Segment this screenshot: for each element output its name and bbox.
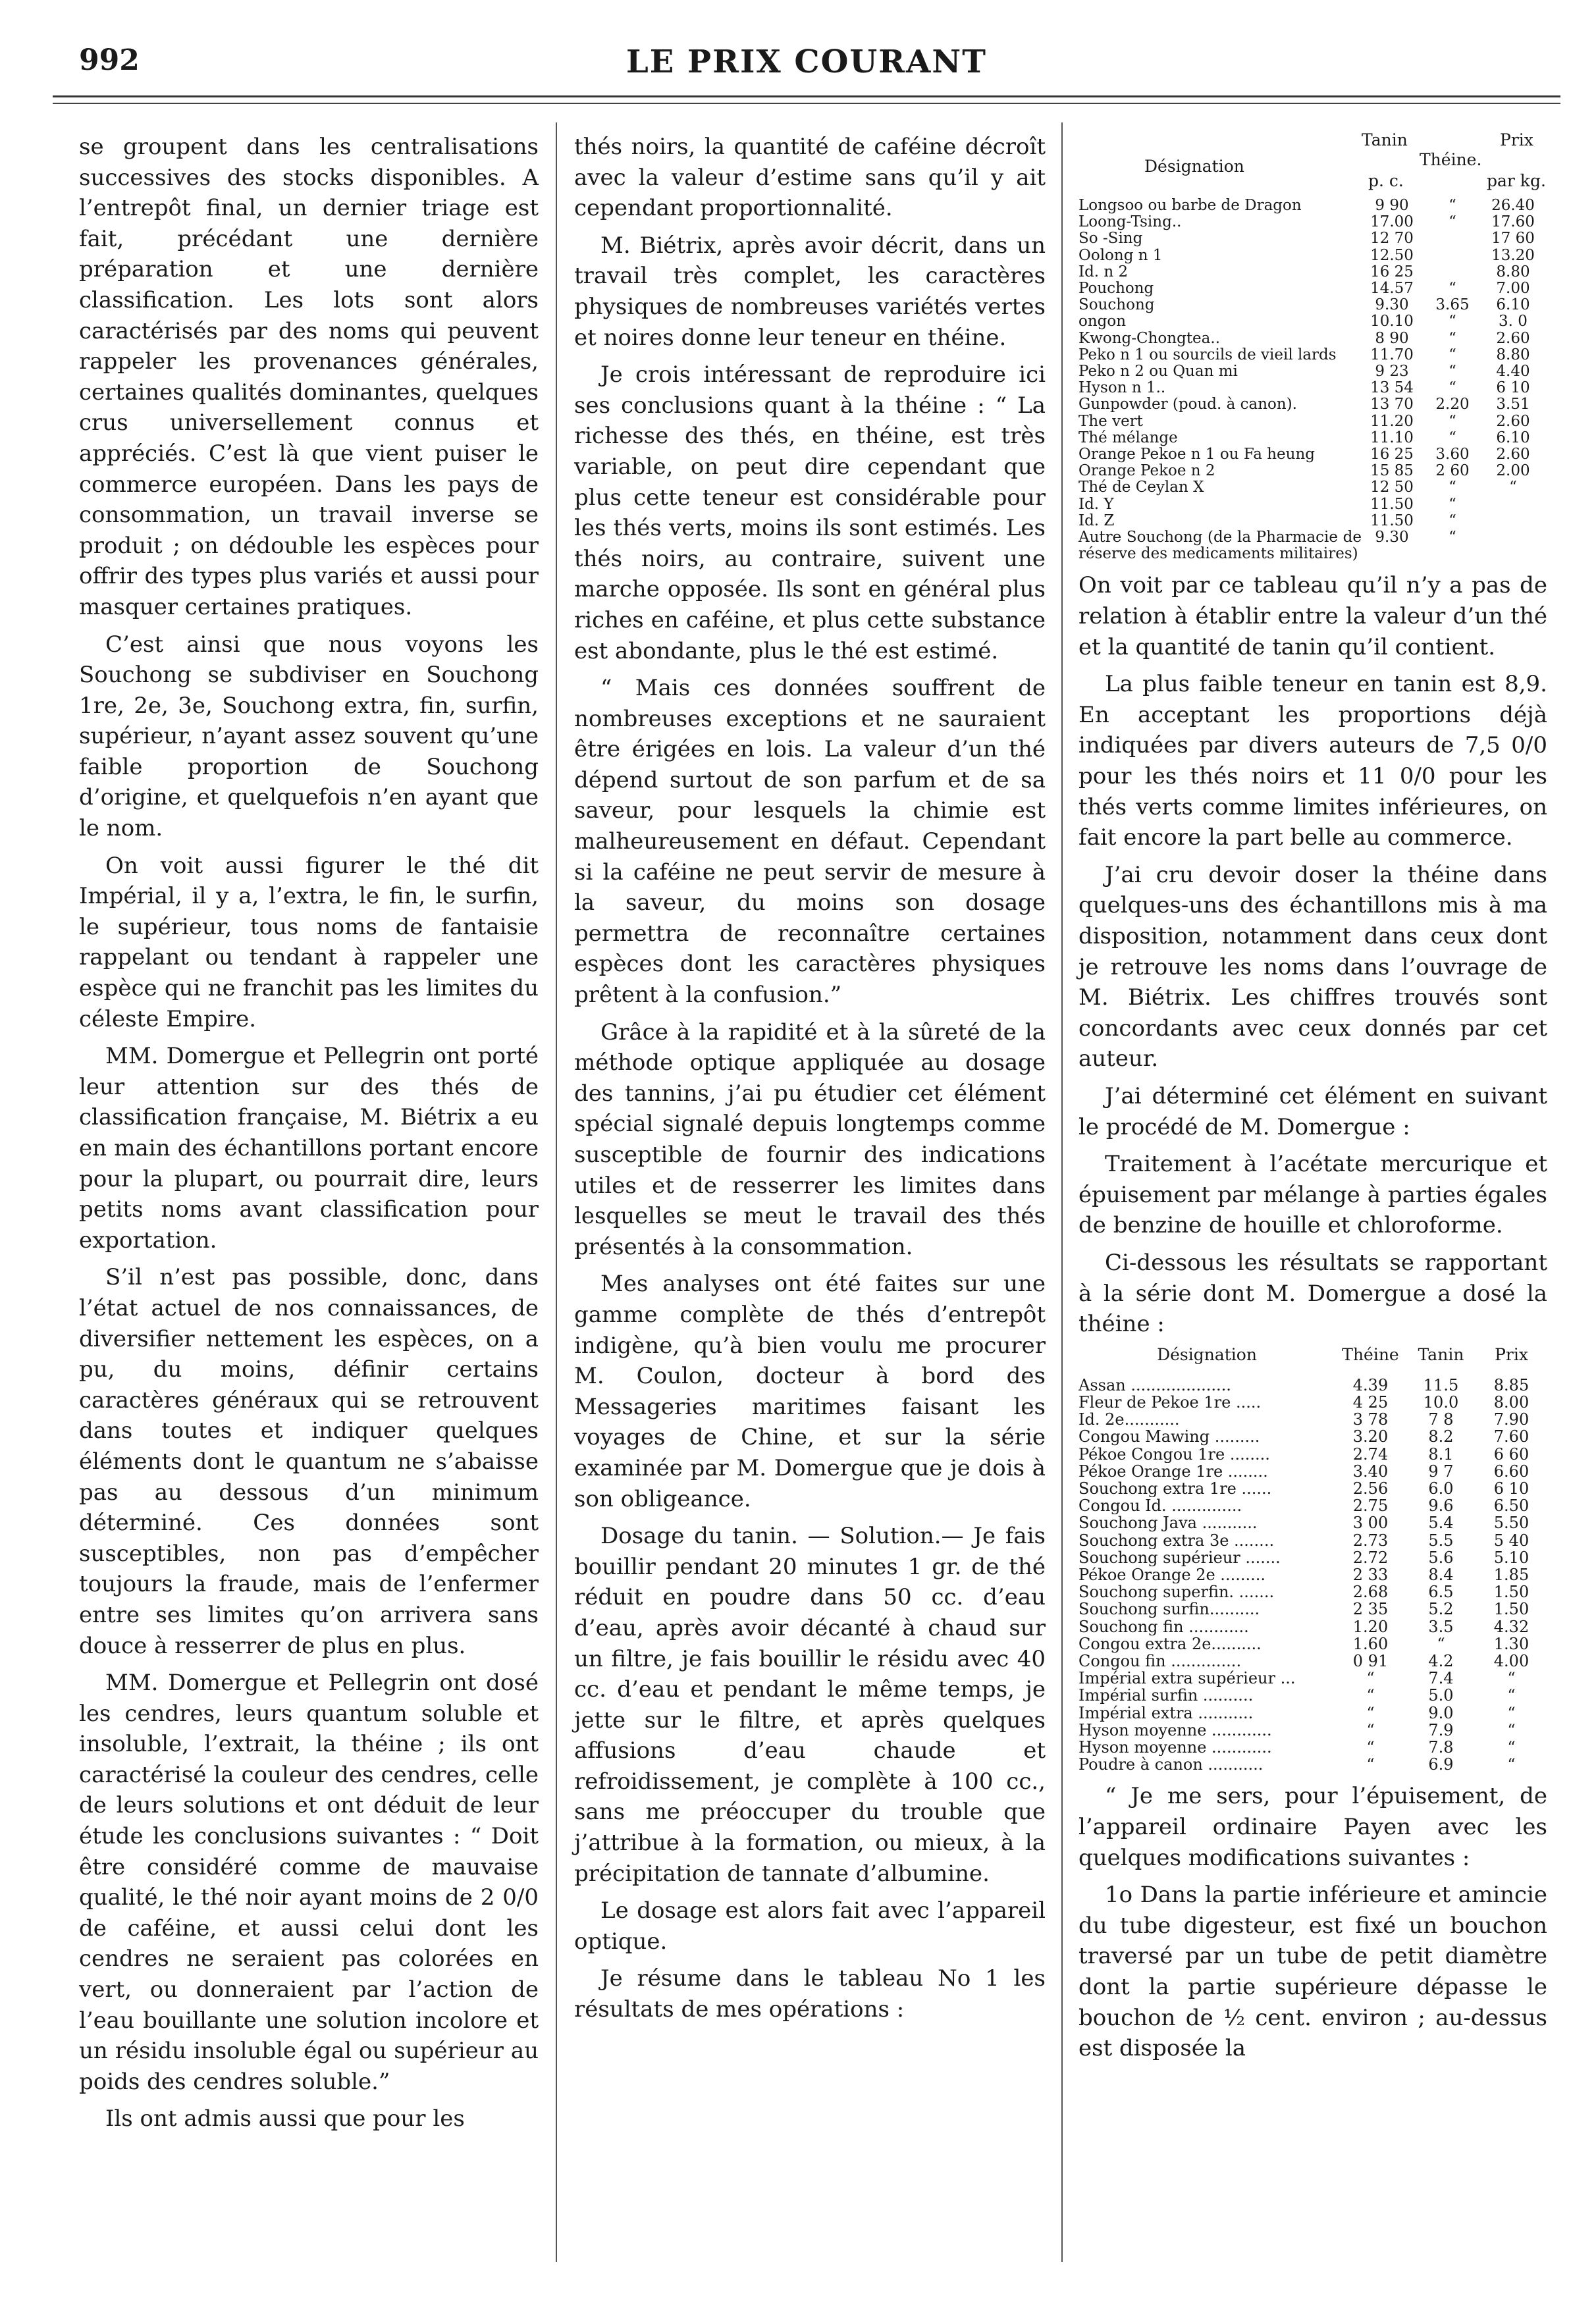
cell-designation: Peko n 2 ou Quan mi bbox=[1078, 363, 1238, 381]
paragraph: On voit par ce tableau qu’il n’y a pas de relation à établir entre la valeur d’un thé et la quantité de tanin qu’il contient. bbox=[1078, 572, 1547, 660]
page-number: 992 bbox=[79, 43, 140, 77]
paragraph: C’est ainsi que nous voyons les Souchong se subdiviser en Souchong 1re, 2e, 3e, Souchong extra, fin, surfin, supérieur, n’ayant assez souvent qu’une faible proportion de Souchong d’origine, et quelquefois n’en ayant que le nom. bbox=[79, 631, 539, 842]
cell-tanin: 17.00 bbox=[1370, 213, 1414, 231]
cell-tanin: 6.9 bbox=[1428, 1755, 1454, 1774]
column-header-prix: Prix bbox=[1500, 130, 1533, 149]
cell-prix bbox=[1483, 529, 1543, 562]
cell-designation: Congou extra 2e.......... bbox=[1078, 1635, 1262, 1653]
cell-prix: 5 40 bbox=[1493, 1531, 1530, 1550]
table-row bbox=[1078, 479, 1547, 496]
cell-prix: 2.60 bbox=[1496, 446, 1530, 463]
cell-designation: Souchong superfin. ....... bbox=[1078, 1583, 1275, 1601]
cell-theine: 2.75 bbox=[1352, 1496, 1389, 1516]
tannin-table bbox=[1078, 132, 1547, 562]
cell-designation: Id. Z bbox=[1078, 512, 1115, 529]
cell-designation: Souchong surfin.......... bbox=[1078, 1601, 1260, 1618]
cell-designation: Souchong Java ........... bbox=[1078, 1514, 1258, 1532]
paragraph: Le dosage est alors fait avec l’appareil optique. bbox=[574, 1897, 1046, 1955]
cell-tanin: 9.30 bbox=[1375, 529, 1409, 546]
paragraph: thés noirs, la quantité de caféine décroît avec la valeur d’estime sans qu’il y ait cependant proportionnalité. bbox=[574, 134, 1046, 222]
cell-theine: 1.60 bbox=[1352, 1634, 1389, 1653]
cell-prix: 6.10 bbox=[1496, 429, 1530, 446]
cell-theine: 3.60 bbox=[1435, 446, 1470, 463]
column-header-designation: Désignation bbox=[1144, 157, 1244, 176]
cell-prix: “ bbox=[1507, 1755, 1516, 1774]
table-header bbox=[1078, 1346, 1547, 1377]
cell-tanin: 5.4 bbox=[1428, 1514, 1454, 1533]
cell-designation: Gunpowder (poud. à canon). bbox=[1078, 396, 1297, 413]
cell-prix: “ bbox=[1507, 1720, 1516, 1739]
cell-theine: 2 33 bbox=[1352, 1565, 1389, 1584]
cell-designation: Loong-Tsing.. bbox=[1078, 214, 1182, 231]
cell-theine: “ bbox=[1449, 429, 1456, 446]
column-header-prix: Prix bbox=[1495, 1344, 1528, 1364]
paragraph: J’ai cru devoir doser la théine dans quelques-uns des échantillons mis à ma disposition, notamment dans ceux dont je retrouve les noms dans l’ouvrage de M. Biétrix. Les chiffres trouvés sont concordants avec ceux donnés par cet auteur. bbox=[1078, 861, 1547, 1072]
cell-prix: 6 10 bbox=[1493, 1479, 1530, 1498]
cell-theine bbox=[1422, 248, 1483, 264]
cell-theine: “ bbox=[1366, 1755, 1375, 1774]
cell-tanin: 14.57 bbox=[1370, 280, 1414, 298]
cell-tanin: 9 90 bbox=[1375, 197, 1409, 214]
cell-prix: 13.20 bbox=[1491, 246, 1535, 264]
table-row bbox=[1078, 363, 1547, 380]
cell-prix: “ bbox=[1507, 1703, 1516, 1722]
cell-prix: 3.51 bbox=[1496, 396, 1530, 413]
cell-tanin: 12 50 bbox=[1370, 479, 1414, 496]
header-rule-secondary bbox=[53, 103, 1560, 104]
cell-prix: 17.60 bbox=[1491, 213, 1535, 231]
cell-designation: Pékoe Orange 2e ......... bbox=[1078, 1566, 1265, 1584]
cell-theine: “ bbox=[1366, 1720, 1375, 1739]
cell-theine: “ bbox=[1366, 1703, 1375, 1722]
cell-prix: 6.60 bbox=[1493, 1462, 1530, 1481]
table-row bbox=[1078, 1446, 1547, 1463]
cell-tanin: 12.50 bbox=[1370, 246, 1414, 264]
cell-prix: 2.60 bbox=[1496, 329, 1530, 347]
cell-theine: 2.20 bbox=[1435, 396, 1470, 413]
table-row bbox=[1078, 413, 1547, 430]
table-row bbox=[1078, 446, 1547, 463]
table-row bbox=[1078, 1497, 1547, 1514]
cell-designation: Longsoo ou barbe de Dragon bbox=[1078, 198, 1302, 214]
cell-designation: Thé de Ceylan X bbox=[1078, 479, 1204, 496]
cell-designation: Fleur de Pekoe 1re ..... bbox=[1078, 1393, 1262, 1412]
cell-prix: 17 60 bbox=[1491, 230, 1535, 248]
text-column-1 bbox=[79, 132, 539, 2141]
paragraph: “ Je me sers, pour l’épuisement, de l’appareil ordinaire Payen avec les quelques modifications suivantes : bbox=[1078, 1783, 1547, 1871]
cell-tanin: 11.10 bbox=[1370, 429, 1414, 446]
cell-prix: 2.60 bbox=[1496, 412, 1530, 430]
table-row bbox=[1078, 1722, 1547, 1739]
cell-tanin: 3.5 bbox=[1428, 1617, 1454, 1636]
cell-prix: 4.00 bbox=[1493, 1651, 1530, 1670]
cell-designation: Souchong bbox=[1078, 297, 1155, 314]
cell-prix: 1.50 bbox=[1493, 1583, 1530, 1602]
paragraph: La plus faible teneur en tanin est 8,9. En acceptant les proportions déjà indiquées par divers auteurs de 7,5 0/0 pour les thés noirs et 11 0/0 pour les thés verts comme limites inférieures, on fait encore la part belle au commerce. bbox=[1078, 671, 1547, 851]
cell-prix: “ bbox=[1509, 479, 1517, 496]
column-header-theine: Théine. bbox=[1420, 150, 1482, 169]
table-row bbox=[1078, 1601, 1547, 1618]
cell-theine: “ bbox=[1449, 379, 1456, 397]
cell-tanin: “ bbox=[1437, 1634, 1445, 1653]
table-row bbox=[1078, 280, 1547, 297]
cell-theine: 3.40 bbox=[1352, 1462, 1389, 1481]
cell-designation: Pékoe Orange 1re ........ bbox=[1078, 1462, 1268, 1480]
cell-tanin: 7.8 bbox=[1428, 1737, 1454, 1757]
cell-tanin: 6.5 bbox=[1428, 1583, 1454, 1602]
cell-theine: 1.20 bbox=[1352, 1617, 1389, 1636]
cell-designation: Impérial extra supérieur ... bbox=[1078, 1670, 1296, 1687]
paragraph: MM. Domergue et Pellegrin ont porté leur attention sur des thés de classification française, M. Biétrix a eu en main des échantillons portant encore pour la plupart, ou pourrait dire, leurs petits noms avant classification pour exportation. bbox=[79, 1043, 539, 1254]
cell-prix: 26.40 bbox=[1491, 197, 1535, 214]
cell-tanin: 9 7 bbox=[1428, 1462, 1454, 1481]
table-row bbox=[1078, 1428, 1547, 1445]
cell-designation: Congou Id. .............. bbox=[1078, 1497, 1242, 1515]
cell-designation: Orange Pekoe n 1 ou Fa heung bbox=[1078, 446, 1316, 463]
cell-theine: 2.56 bbox=[1352, 1479, 1389, 1498]
cell-prix: 7.00 bbox=[1496, 280, 1530, 298]
cell-theine: “ bbox=[1449, 479, 1456, 496]
cell-theine: 2 60 bbox=[1435, 462, 1470, 480]
table-row bbox=[1078, 380, 1547, 396]
column-header-tanin: Tanin bbox=[1362, 130, 1408, 149]
cell-theine: “ bbox=[1449, 213, 1456, 231]
table-row bbox=[1078, 1635, 1547, 1653]
cell-tanin: 13 54 bbox=[1370, 379, 1414, 397]
cell-designation: Impérial surfin .......... bbox=[1078, 1687, 1254, 1705]
table-row bbox=[1078, 1549, 1547, 1566]
cell-tanin: 11.50 bbox=[1370, 512, 1414, 529]
cell-prix: 1.30 bbox=[1493, 1634, 1530, 1653]
cell-prix: 4.40 bbox=[1496, 363, 1530, 381]
cell-theine bbox=[1422, 264, 1483, 280]
theine-table bbox=[1078, 1346, 1547, 1774]
cell-designation: Souchong supérieur ....... bbox=[1078, 1549, 1281, 1566]
cell-tanin: 7.4 bbox=[1428, 1669, 1454, 1688]
cell-tanin: 8 90 bbox=[1375, 329, 1409, 347]
table-row bbox=[1078, 230, 1547, 247]
cell-tanin: 9.6 bbox=[1428, 1496, 1454, 1516]
cell-designation: ongon bbox=[1078, 313, 1127, 331]
cell-prix: 1.50 bbox=[1493, 1600, 1530, 1619]
table-row bbox=[1078, 1618, 1547, 1635]
table-body bbox=[1078, 1377, 1547, 1774]
table-row bbox=[1078, 513, 1547, 529]
paragraph: MM. Domergue et Pellegrin ont dosé les cendres, leurs quantum soluble et insoluble, l’extrait, la théine ; ils ont caractérisé la couleur des cendres, celle de leurs solutions et ont déduit de leur étude les conclusions suivantes : “ Doit être considéré comme de mauvaise qualité, le thé noir ayant moins de 2 0/0 de caféine, et aussi celui dont les cendres ne seraient pas colorées en vert, ou donneraient par l’action de l’eau bouillante une solution incolore et un résidu insoluble égal ou supérieur au poids des cendres soluble.” bbox=[79, 1670, 539, 2095]
cell-tanin: 9.30 bbox=[1375, 296, 1409, 314]
cell-designation: Pouchong bbox=[1078, 280, 1154, 298]
paragraph: se groupent dans les centralisations successives des stocks disponibles. A l’entrepôt final, un dernier triage est fait, précédant une dernière préparation et une dernière classification. Les lots sont alors caractérisés par des noms qui peuvent rappeler les provenances générales, certaines qualités dominantes, quelques crus universellement connus et appréciés. C’est là que vient puiser le commerce européen. Dans les pays de consommation, un travail inverse se produit ; on dédouble les espèces pour offrir des types plus variés et aussi pour masquer certaines pratiques. bbox=[79, 134, 539, 620]
column-divider bbox=[556, 122, 557, 2262]
cell-designation: Souchong fin ............ bbox=[1078, 1618, 1249, 1635]
cell-tanin: 16 25 bbox=[1370, 446, 1414, 463]
table-row bbox=[1078, 198, 1547, 214]
cell-tanin: 9.0 bbox=[1428, 1703, 1454, 1722]
table-row bbox=[1078, 1653, 1547, 1670]
table-row bbox=[1078, 264, 1547, 280]
table-row bbox=[1078, 529, 1547, 562]
table-row bbox=[1078, 430, 1547, 446]
text-column-2 bbox=[574, 132, 1046, 2032]
cell-theine: 2 35 bbox=[1352, 1600, 1389, 1619]
paragraph: 1o Dans la partie inférieure et amincie du tube digesteur, est fixé un bouchon traversé par un tube de petit diamètre dont la partie supérieure dépasse le bouchon de ½ cent. environ ; au-dessus est disposée la bbox=[1078, 1882, 1547, 2062]
cell-designation: Peko n 1 ou sourcils de vieil lards bbox=[1078, 346, 1337, 363]
cell-theine: 2.68 bbox=[1352, 1583, 1389, 1602]
cell-designation: Souchong extra 1re ...... bbox=[1078, 1479, 1272, 1498]
column-divider bbox=[1061, 122, 1063, 2262]
table-body bbox=[1078, 198, 1547, 562]
header-rule bbox=[53, 95, 1560, 97]
cell-theine: “ bbox=[1366, 1737, 1375, 1757]
table-row bbox=[1078, 496, 1547, 513]
cell-prix: “ bbox=[1507, 1686, 1516, 1705]
table-row bbox=[1078, 396, 1547, 413]
table-row bbox=[1078, 1463, 1547, 1480]
cell-theine: “ bbox=[1449, 329, 1456, 347]
cell-tanin: 15 85 bbox=[1370, 462, 1414, 480]
cell-theine: 2.72 bbox=[1352, 1548, 1389, 1567]
paragraph: M. Biétrix, après avoir décrit, dans un travail très complet, les caractères physiques de nombreuses variétés vertes et noires donne leur teneur en théine. bbox=[574, 232, 1046, 351]
cell-designation: Hyson n 1.. bbox=[1078, 380, 1166, 397]
cell-tanin: 10.0 bbox=[1423, 1392, 1459, 1412]
cell-theine: 2.74 bbox=[1352, 1444, 1389, 1464]
cell-designation: Id. 2e........... bbox=[1078, 1411, 1180, 1429]
cell-designation: Thé mélange bbox=[1078, 429, 1178, 446]
cell-designation: Hyson moyenne ............ bbox=[1078, 1738, 1272, 1757]
paragraph: Je résume dans le tableau No 1 les résultats de mes opérations : bbox=[574, 1965, 1046, 2023]
table-row bbox=[1078, 1377, 1547, 1394]
cell-designation: Souchong extra 3e ........ bbox=[1078, 1531, 1275, 1549]
table-row bbox=[1078, 1514, 1547, 1531]
cell-designation: Congou Mawing ......... bbox=[1078, 1428, 1260, 1446]
table-row bbox=[1078, 1532, 1547, 1549]
cell-theine bbox=[1422, 230, 1483, 247]
cell-theine: 2.73 bbox=[1352, 1531, 1389, 1550]
cell-prix: “ bbox=[1507, 1737, 1516, 1757]
column-header-tanin: Tanin bbox=[1418, 1344, 1464, 1364]
cell-tanin: 8.2 bbox=[1428, 1427, 1454, 1446]
cell-theine: 4.39 bbox=[1352, 1375, 1389, 1394]
cell-tanin: 10.10 bbox=[1370, 313, 1414, 331]
table-row bbox=[1078, 1480, 1547, 1497]
table-row bbox=[1078, 1705, 1547, 1722]
paragraph: Ils ont admis aussi que pour les bbox=[105, 2105, 465, 2132]
cell-tanin: 11.5 bbox=[1423, 1375, 1459, 1394]
cell-tanin: 4.2 bbox=[1428, 1651, 1454, 1670]
cell-theine: 3.20 bbox=[1352, 1427, 1389, 1446]
cell-theine: “ bbox=[1366, 1686, 1375, 1705]
table-row bbox=[1078, 1756, 1547, 1773]
text-column-3 bbox=[1078, 132, 1547, 2071]
cell-prix: 7.60 bbox=[1493, 1427, 1530, 1446]
cell-theine: “ bbox=[1449, 529, 1456, 546]
cell-designation: Pékoe Congou 1re ........ bbox=[1078, 1445, 1270, 1463]
cell-designation: Autre Souchong (de la Pharmacie de réserve des medicaments militaires) bbox=[1078, 529, 1362, 563]
cell-prix: 8.85 bbox=[1493, 1375, 1530, 1394]
cell-prix: 7.90 bbox=[1493, 1410, 1530, 1429]
table-row bbox=[1078, 1566, 1547, 1583]
paragraph: J’ai déterminé cet élément en suivant le procédé de M. Domergue : bbox=[1078, 1082, 1547, 1140]
table-row bbox=[1078, 1687, 1547, 1704]
paragraph: Ci-dessous les résultats se rapportant à la série dont M. Domergue a dosé la théine : bbox=[1078, 1249, 1547, 1338]
cell-prix: 5.50 bbox=[1493, 1514, 1530, 1533]
cell-prix: 3. 0 bbox=[1499, 313, 1528, 331]
cell-theine: “ bbox=[1449, 363, 1456, 381]
table-row bbox=[1078, 1394, 1547, 1411]
cell-tanin: 5.0 bbox=[1428, 1686, 1454, 1705]
cell-theine: “ bbox=[1449, 313, 1456, 331]
table-row bbox=[1078, 214, 1547, 230]
cell-prix: 8.00 bbox=[1493, 1392, 1530, 1412]
cell-prix: 2.00 bbox=[1496, 462, 1530, 480]
cell-theine: “ bbox=[1449, 346, 1456, 363]
cell-tanin: 16 25 bbox=[1370, 263, 1414, 280]
cell-tanin: 7 8 bbox=[1428, 1410, 1454, 1429]
cell-theine: 0 91 bbox=[1352, 1651, 1389, 1670]
paragraph: Dosage du tanin. — Solution.— Je fais bouillir pendant 20 minutes 1 gr. de thé réduit en poudre dans 50 cc. d’eau d’eau, après avoir décanté à chaud sur un filtre, je fais bouillir le résidu avec 40 cc. d’eau et pendant le même temps, je jette sur le filtre, et après quelques affusions d’eau chaude et refroidissement, je complète à 100 cc., sans me préoccuper du trouble que j’attribue à la formation, ou mieux, à la précipitation de tannate d’albumine. bbox=[574, 1523, 1046, 1887]
page-header bbox=[53, 43, 1560, 90]
cell-tanin: 13 70 bbox=[1370, 396, 1414, 413]
paragraph: “ Mais ces données souffrent de nombreuses exceptions et ne sauraient être érigées en lois. La valeur d’un thé dépend surtout de son parfum et de sa saveur, pour lesquels la chimie est malheureusement en défaut. Cependant si la caféine ne peut servir de mesure à la saveur, du moins son dosage permettra de reconnaître certaines espèces dont les caractères physiques prêtent à la confusion.” bbox=[574, 675, 1046, 1009]
table-row bbox=[1078, 313, 1547, 330]
cell-designation: Hyson moyenne ............ bbox=[1078, 1721, 1272, 1739]
cell-theine: “ bbox=[1449, 512, 1456, 529]
table-header bbox=[1078, 132, 1547, 198]
table-row bbox=[1078, 463, 1547, 479]
cell-designation: Assan .................... bbox=[1078, 1376, 1231, 1394]
table-row bbox=[1078, 297, 1547, 313]
cell-tanin: 5.2 bbox=[1428, 1600, 1454, 1619]
cell-designation: Oolong n 1 bbox=[1078, 247, 1163, 264]
table-row bbox=[1078, 1411, 1547, 1428]
cell-prix: 8.80 bbox=[1496, 346, 1530, 363]
table-row bbox=[1078, 1670, 1547, 1687]
cell-prix: “ bbox=[1507, 1669, 1516, 1688]
column-header-designation: Désignation bbox=[1157, 1344, 1257, 1364]
cell-tanin: 9 23 bbox=[1375, 363, 1409, 381]
cell-tanin: 8.1 bbox=[1428, 1444, 1454, 1464]
paragraph: On voit aussi figurer le thé dit Impérial, il y a, l’extra, le fin, le surfin, le supérieur, tous noms de fantaisie rappelant ou tendant à rappeler une espèce qui ne franchit pas les limites du céleste Empire. bbox=[79, 852, 539, 1032]
cell-prix bbox=[1483, 513, 1543, 529]
cell-designation: Id. Y bbox=[1078, 496, 1114, 513]
cell-theine: “ bbox=[1449, 412, 1456, 430]
paragraph: Mes analyses ont été faites sur une gamme complète de thés d’entrepôt indigène, qu’à bien voulu me procurer M. Coulon, docteur à bord des Messageries maritimes faisant les voyages de Chine, et sur la série examinée par M. Domergue que je dois à son obligeance. bbox=[574, 1271, 1046, 1512]
cell-theine: 3 00 bbox=[1352, 1514, 1389, 1533]
cell-designation: The vert bbox=[1078, 413, 1143, 430]
table-row bbox=[1078, 347, 1547, 363]
paragraph: Grâce à la rapidité et à la sûreté de la méthode optique appliquée au dosage des tannins, j’ai pu étudier cet élément spécial signalé depuis longtemps comme susceptible de fournir des indications utiles et de resserrer les limites dans lesquelles se meut le travail des thés présentés à la consommation. bbox=[574, 1019, 1046, 1260]
cell-tanin: 5.6 bbox=[1428, 1548, 1454, 1567]
cell-tanin: 11.20 bbox=[1370, 412, 1414, 430]
cell-theine: “ bbox=[1449, 495, 1456, 513]
cell-designation: Congou fin .............. bbox=[1078, 1652, 1242, 1670]
column-unit-kg: par kg. bbox=[1487, 171, 1546, 190]
cell-tanin: 6.0 bbox=[1428, 1479, 1454, 1498]
cell-designation: So -Sing bbox=[1078, 230, 1143, 248]
cell-designation: Impérial extra ........... bbox=[1078, 1704, 1254, 1722]
cell-prix: 8.80 bbox=[1496, 263, 1530, 280]
table-row bbox=[1078, 1739, 1547, 1756]
table-row bbox=[1078, 248, 1547, 264]
cell-prix: 1.85 bbox=[1493, 1565, 1530, 1584]
column-header-theine: Théine bbox=[1342, 1344, 1399, 1364]
cell-prix: 6 10 bbox=[1496, 379, 1530, 397]
paragraph: Je crois intéressant de reproduire ici ses conclusions quant à la théine : “ La richesse des thés, en théine, est très variable, on peut dire cependant que plus cette teneur est considérable pour les thés verts, moins ils sont estimés. Les thés noirs, au contraire, suivent une marche opposée. Ils sont en général plus riches en caféine, et plus cette substance est abondante, plus le thé est estimé. bbox=[574, 361, 1046, 664]
cell-designation: Poudre à canon ........... bbox=[1078, 1756, 1264, 1774]
cell-prix: 4.32 bbox=[1493, 1617, 1530, 1636]
cell-prix bbox=[1483, 496, 1543, 513]
cell-theine: 3 78 bbox=[1352, 1410, 1389, 1429]
cell-theine: 3.65 bbox=[1435, 296, 1470, 314]
journal-title: LE PRIX COURANT bbox=[625, 43, 988, 80]
cell-theine: “ bbox=[1366, 1669, 1375, 1688]
cell-tanin: 5.5 bbox=[1428, 1531, 1454, 1550]
cell-tanin: 11.50 bbox=[1370, 495, 1414, 513]
cell-theine: “ bbox=[1449, 197, 1456, 214]
table-row bbox=[1078, 331, 1547, 347]
paragraph: Traitement à l’acétate mercurique et épuisement par mélange à parties égales de benzine de houille et chloroforme. bbox=[1078, 1151, 1547, 1239]
column-unit-percent: p. c. bbox=[1368, 171, 1404, 190]
cell-designation: Orange Pekoe n 2 bbox=[1078, 463, 1215, 480]
paragraph: S’il n’est pas possible, donc, dans l’état actuel de nos connaissances, de diversifier nettement les espèces, on a pu, du moins, définir certains caractères généraux qui se retrouvent dans toutes et indiquer quelques éléments dont le quantum ne s’abaisse pas au dessous d’un minimum déterminé. Ces données sont susceptibles, non pas d’empêcher toujours la fraude, mais de l’enfermer entre ses limites qu’on arrivera sans douce à resserrer de plus en plus. bbox=[79, 1264, 539, 1659]
cell-designation: Kwong-Chongtea.. bbox=[1078, 330, 1221, 347]
cell-prix: 5.10 bbox=[1493, 1548, 1530, 1567]
cell-tanin: 11.70 bbox=[1370, 346, 1414, 363]
table-row bbox=[1078, 1583, 1547, 1601]
cell-tanin: 8.4 bbox=[1428, 1565, 1454, 1584]
cell-theine: “ bbox=[1449, 280, 1456, 298]
cell-theine: 4 25 bbox=[1352, 1392, 1389, 1412]
cell-prix: 6.50 bbox=[1493, 1496, 1530, 1516]
cell-tanin: 7.9 bbox=[1428, 1720, 1454, 1739]
cell-prix: 6 60 bbox=[1493, 1444, 1530, 1464]
cell-tanin: 12 70 bbox=[1370, 230, 1414, 248]
cell-designation: Id. n 2 bbox=[1078, 263, 1129, 280]
cell-prix: 6.10 bbox=[1496, 296, 1530, 314]
